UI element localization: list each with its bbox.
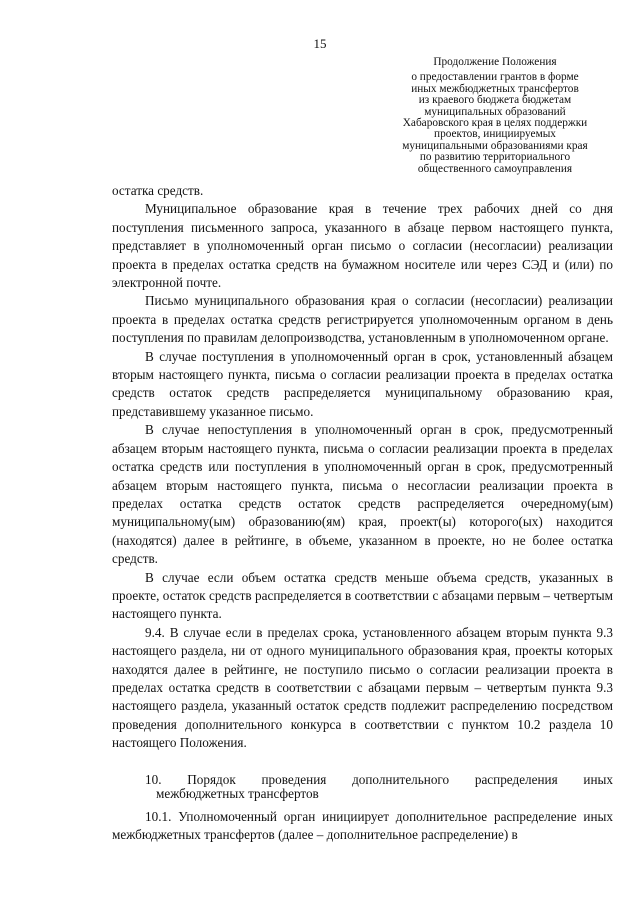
paragraph: В случае если объем остатка средств меньше объема средств, указанных в проекте, остаток средств распределяется в соответствии с абзацами первым – четвертым настоящего пункта. — [112, 569, 613, 622]
paragraph: В случае непоступления в уполномоченный орган в срок, предусмотренный абзацем вторым настоящего пункта, письма о согласии реализации проекта в пределах остатка средств или поступления в уполномоченный орган в срок, предусмотренный абзацем вторым настоящего пункта, письма о несогласии реализации проекта в пределах остатка средств остаток средств распределяется очередному(ым) муниципальному(ым) образованию(ям) края, проект(ы) которого(ых) находится (находятся) далее в рейтинге, в объеме, указанном в проекте, но не более остатка средств. — [112, 422, 613, 567]
header-line: о предоставлении грантов в форме — [411, 71, 579, 84]
paragraph: 10.1. Уполномоченный орган инициирует дополнительное распределение иных межбюджетных трансфертов (далее – дополнительное распределение) в — [112, 808, 613, 842]
header-caption: Продолжение Положения — [433, 56, 557, 68]
header-line: муниципальными образованиями края — [402, 139, 588, 152]
paragraph: В случае поступления в уполномоченный орган в срок, установленный абзацем вторым настоящего пункта, письма о согласии реализации проекта в пределах остатка средств остаток средств распределяется муниципальному образованию края, представившему указанное письмо. — [112, 348, 613, 419]
paragraph: Муниципальное образование края в течение трех рабочих дней со дня поступления письменного запроса, указанного в абзаце первом настоящего пункта, представляет в уполномоченный орган письмо о согласии (несогласии) реализации проекта в пределах остатка средств на бумажном носителе или через СЭД и (или) по электронной почте. — [112, 201, 613, 291]
section-heading-line: межбюджетных трансфертов — [156, 785, 319, 801]
header-line: по развитию территориального — [419, 151, 571, 164]
paragraph: Письмо муниципального образования края о согласии (несогласии) реализации проекта в пределах остатка средств регистрируется уполномоченным органом в день поступления по правилам делопроизводства, установленным в уполномоченном органе. — [112, 293, 613, 346]
section-heading-line: 10. Порядок проведения дополнительного распределения иных — [145, 771, 613, 787]
header-line: иных межбюджетных трансфертов — [411, 82, 579, 95]
header-line: общественного самоуправления — [417, 162, 573, 175]
page-number: 15 — [313, 36, 327, 51]
header-line: Хабаровского края в целях поддержки — [402, 117, 588, 130]
document-body — [112, 182, 613, 844]
section-heading — [112, 773, 613, 801]
header-line: проектов, инициируемых — [434, 128, 556, 141]
document-header — [375, 57, 615, 175]
paragraph: остатка средств. — [112, 183, 204, 198]
header-line: муниципальных образований — [424, 105, 566, 118]
header-line: из краевого бюджета бюджетам — [418, 94, 572, 107]
paragraph: 9.4. В случае если в пределах срока, установленного абзацем вторым пункта 9.3 настоящего раздела, ни от одного муниципального образования края, проекты которых находятся далее в рейтинге, не поступило письмо о согласии реализации проекта в пределах остатка средств в соответствии с абзацами первым – четвертым пункта 9.3 настоящего раздела, указанный остаток средств подлежит распределению посредством проведения дополнительного конкурса в соответствии с пунктом 10.2 раздела 10 настоящего Положения. — [112, 624, 613, 751]
